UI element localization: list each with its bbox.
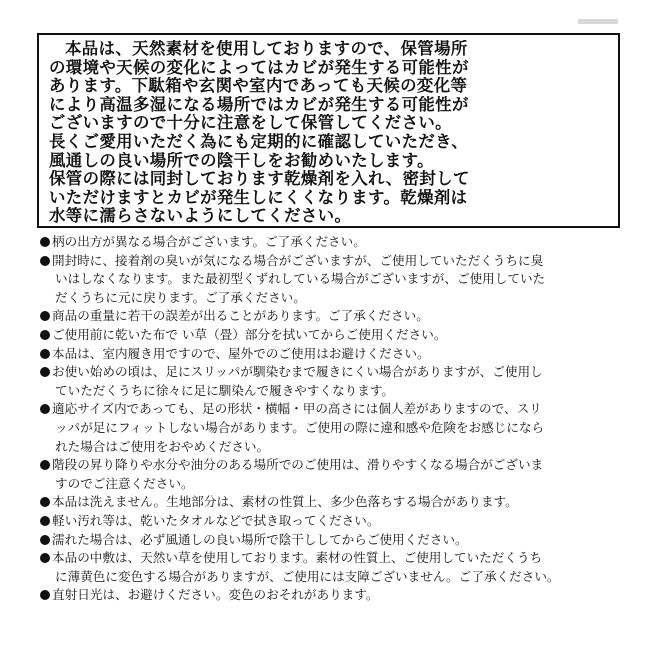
notice-line: 本品は、天然素材を使用しておりますので、保管場所 bbox=[65, 40, 468, 58]
caution-line: ご使用前に乾いた布で い草（畳）部分を拭いてからご使用ください。 bbox=[52, 326, 447, 342]
bullet-dot-icon bbox=[39, 326, 52, 345]
caution-line: ていただくうちに徐々に足に馴染んで履きやすくなります。 bbox=[55, 382, 395, 398]
caution-text bbox=[52, 363, 629, 400]
caution-text bbox=[52, 233, 629, 252]
caution-line: 本品の中敷は、天然い草を使用しております。素材の性質上、ご使用していただくうち bbox=[52, 550, 543, 566]
caution-line: に薄黄色に変色する場合がありますが、ご使用には支障ございません。ご了承ください。 bbox=[55, 568, 560, 584]
notice-line: いただけますとカビが発生しにくくなります。乾燥剤は bbox=[49, 188, 468, 207]
caution-item bbox=[39, 307, 629, 326]
caution-line: だくうちに元に戻ります。ご了承ください。 bbox=[55, 289, 306, 305]
bullet-dot-icon bbox=[39, 586, 52, 605]
bullet-dot-icon bbox=[39, 307, 52, 326]
bullet-dot-icon bbox=[39, 531, 52, 550]
caution-line: いはしなくなります。また最初型くずれしている場合がございますが、ご使用していた bbox=[55, 271, 546, 287]
caution-line: 開封時に、接着剤の臭いが気になる場合がございますが、ご使用していただくうちに臭 bbox=[52, 252, 544, 268]
notice-line: により高温多湿になる場所ではカビが発生する可能性が bbox=[49, 95, 469, 114]
caution-item bbox=[39, 512, 629, 531]
bullet-dot-icon bbox=[39, 512, 52, 531]
bullet-dot-icon bbox=[39, 493, 52, 512]
caution-line: れた場合はご使用をおやめください。 bbox=[55, 438, 270, 454]
caution-item bbox=[39, 326, 629, 345]
caution-line: 柄の出方が異なる場合がございます。ご了承ください。 bbox=[52, 234, 366, 249]
caution-text bbox=[52, 493, 629, 512]
corner-mark bbox=[578, 11, 618, 19]
caution-line: 本品は洗えません。生地部分は、素材の性質上、多少色落ちする場合があります。 bbox=[52, 494, 518, 510]
caution-line: すのでご注意ください。 bbox=[55, 475, 194, 491]
caution-line: 軽い汚れ等は、乾いたタオルなどで拭き取ってください。 bbox=[52, 512, 380, 528]
caution-text bbox=[52, 252, 629, 308]
caution-text bbox=[52, 549, 629, 586]
notice-line: 保管の際には同封しております乾燥剤を入れ、密封して bbox=[49, 170, 470, 189]
corner-mark-graphic bbox=[578, 18, 618, 26]
caution-line: 商品の重量に若干の誤差が出ることがあります。ご了承ください。 bbox=[52, 308, 429, 324]
caution-line: 直射日光は、お避けください。変色のおそれがあります。 bbox=[52, 587, 379, 603]
caution-text bbox=[52, 307, 629, 326]
notice-line: 水等に濡らさないようにしてください。 bbox=[49, 207, 352, 226]
bullet-dot-icon bbox=[39, 363, 52, 382]
caution-item bbox=[39, 456, 629, 493]
caution-item bbox=[39, 345, 629, 364]
caution-line: 濡れた場合は、必ず風通しの良い場所で陰干ししてからご使用ください。 bbox=[52, 531, 468, 547]
caution-item bbox=[39, 493, 629, 512]
caution-item bbox=[39, 549, 629, 586]
caution-text bbox=[52, 512, 629, 531]
notice-line: あります。下駄箱や玄関や室内であっても天候の変化等 bbox=[49, 77, 468, 96]
caution-item bbox=[39, 400, 629, 456]
caution-line: 適応サイズ内であっても、足の形状・横幅・甲の高さには個人差がありますので、スリ bbox=[52, 401, 542, 417]
bullet-dot-icon bbox=[39, 456, 52, 475]
caution-text bbox=[52, 345, 629, 364]
caution-text bbox=[52, 456, 629, 493]
bullet-dot-icon bbox=[39, 400, 52, 419]
caution-line: ッパが足にフィットしない場合があります。ご使用の際に違和感や危険をお感じになら bbox=[55, 419, 545, 435]
caution-list bbox=[39, 233, 629, 605]
caution-text bbox=[52, 326, 629, 345]
bullet-dot-icon bbox=[39, 233, 52, 252]
caution-line: お使い始めの頃は、足にスリッパが馴染むまで履きにくい場合がありますが、ご使用し bbox=[52, 364, 543, 380]
notice-line: 長くご愛用いただく為にも定期的に確認していただき、 bbox=[49, 132, 469, 151]
notice-line: の環境や天候の変化によってはカビが発生する可能性が bbox=[49, 58, 469, 77]
caution-line: 階段の昇り降りや水分や油分のある場所でのご使用は、滑りやすくなる場合がございま bbox=[52, 457, 544, 473]
caution-item bbox=[39, 531, 629, 550]
caution-item bbox=[39, 586, 629, 605]
caution-item bbox=[39, 363, 629, 400]
caution-text bbox=[52, 586, 629, 605]
caution-text bbox=[52, 400, 629, 456]
caution-line: 本品は、室内履き用ですので、屋外でのご使用はお避けください。 bbox=[52, 345, 430, 361]
caution-item bbox=[39, 252, 629, 308]
bullet-dot-icon bbox=[39, 345, 52, 364]
caution-item bbox=[39, 233, 629, 252]
notice-line: ございますので十分に注意をして保管してください。 bbox=[49, 114, 452, 133]
storage-notice-box bbox=[37, 33, 620, 228]
caution-text bbox=[52, 531, 629, 550]
bullet-dot-icon bbox=[39, 549, 52, 568]
bullet-dot-icon bbox=[39, 252, 52, 271]
notice-line: 風通しの良い場所での陰干しをお勧めいたします。 bbox=[49, 151, 434, 170]
